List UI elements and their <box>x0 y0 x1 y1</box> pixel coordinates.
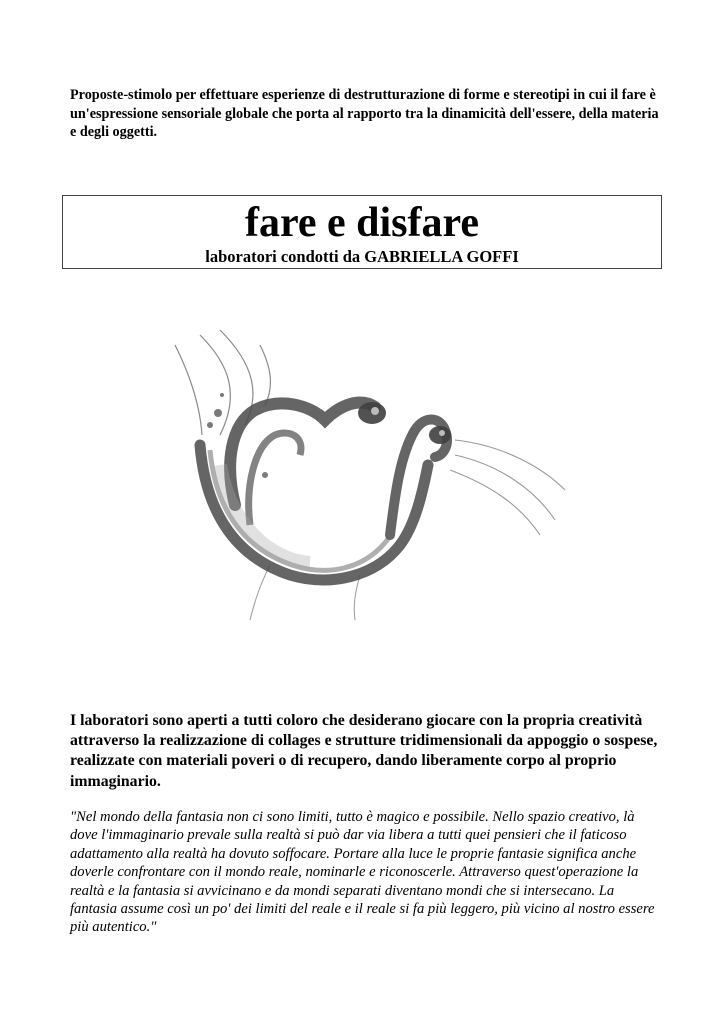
intro-paragraph: Proposte-stimolo per effettuare esperienze di destrutturazione di forme e stereotipi in cui il fare è un'espressione sensoriale globale che porta al rapporto tra la dinamicità dell'essere, della materia e degli oggetti. <box>70 87 659 140</box>
page-title: fare e disfare <box>244 200 480 246</box>
body-paragraph: I laboratori sono aperti a tutti coloro che desiderano giocare con la propria creatività attraverso la realizzazione di collages e strutture tridimensionali da appoggio o sospese, realizzate con materiali poveri o di recupero, dando liberamente corpo al proprio immaginario. <box>70 712 658 790</box>
wire-lines-left <box>175 330 270 435</box>
ink-illustration <box>160 325 580 625</box>
quote-paragraph: "Nel mondo della fantasia non ci sono limiti, tutto è magico e possibile. Nello spazio creativo, là dove l'immaginario prevale sulla realtà si può dar via libera a tutti quei pensieri che il faticoso adattamento alla realtà ha dovuto soffocare. Portare alla luce le proprie fantasie significa anche doverle confrontare con il mondo reale, nominarle e riconoscerle. Attraverso quest'operazione la realtà e la fantasia si avvicinano e da mondi separati diventano mondi che si intersecano. La fantasia assume così un po' dei limiti del reale e il reale si fa più leggero, più vicino al nostro essere più autentico." <box>70 809 655 936</box>
wire-lines-right <box>450 440 565 535</box>
title-box <box>62 195 662 269</box>
page-subtitle: laboratori condotti da GABRIELLA GOFFI <box>205 247 519 266</box>
